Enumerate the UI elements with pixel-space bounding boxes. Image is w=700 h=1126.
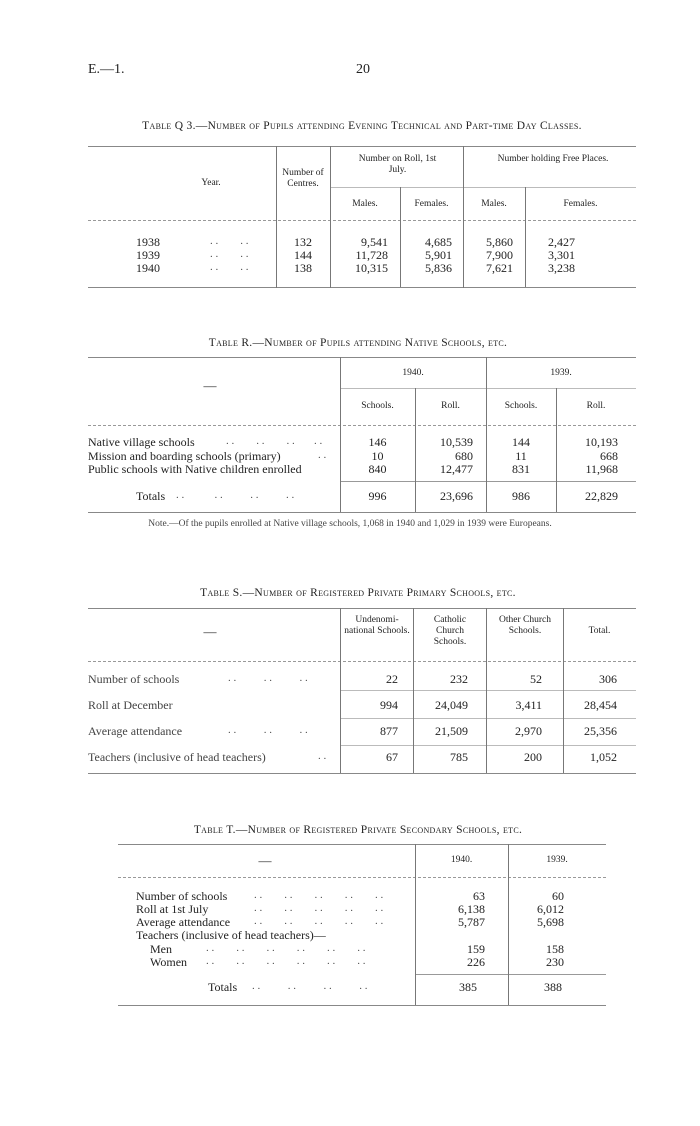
- year-cell: 1940: [136, 261, 160, 275]
- col-year-header: Year.: [201, 178, 221, 188]
- free-females-cell: 2,427: [548, 235, 575, 249]
- other-church-cell: 200: [524, 750, 542, 764]
- roll-1939-total: 22,829: [585, 489, 618, 503]
- row-label: Average attendance: [88, 724, 183, 738]
- year-1940-header: 1940.: [450, 855, 473, 865]
- dash-header: —: [258, 853, 272, 868]
- col-males-header: Males.: [352, 199, 378, 209]
- totals-label: Totals: [136, 489, 166, 503]
- value-1940-cell: 226: [467, 955, 485, 969]
- row-label: Mission and boarding schools (primary): [88, 449, 281, 463]
- roll-males-cell: 9,541: [361, 235, 388, 249]
- col-catholic-header: Catholic Church Schools.: [433, 615, 467, 647]
- total-1939-cell: 388: [544, 980, 562, 994]
- value-1939-cell: 230: [546, 955, 564, 969]
- roll-1940-total: 23,696: [440, 489, 473, 503]
- value-1940-cell: 5,787: [458, 915, 485, 929]
- row-label: Men: [150, 942, 172, 956]
- total-cell: 306: [599, 672, 617, 686]
- roll-1940-cell: 10,539: [440, 435, 473, 449]
- row-label: Number of schools: [88, 672, 180, 686]
- undenominational-cell: 877: [380, 724, 398, 738]
- dash-header: —: [203, 624, 217, 639]
- year-cell: 1938: [136, 235, 160, 249]
- col-free-header: Number holding Free Places.: [497, 154, 609, 164]
- value-1940-cell: 159: [467, 942, 485, 956]
- col-roll-header: Number on Roll, 1st July.: [358, 154, 437, 175]
- centres-cell: 138: [294, 261, 312, 275]
- value-1939-cell: 60: [552, 889, 564, 903]
- other-church-cell: 52: [530, 672, 542, 686]
- total-cell: 28,454: [584, 698, 617, 712]
- catholic-cell: 232: [450, 672, 468, 686]
- row-label: Teachers (inclusive of head teachers)—: [136, 928, 326, 942]
- undenominational-cell: 994: [380, 698, 398, 712]
- roll-females-cell: 5,836: [425, 261, 452, 275]
- col-females-header: Females.: [563, 199, 598, 209]
- schools-1939-cell: 144: [512, 435, 530, 449]
- row-label: Average attendance: [136, 915, 231, 929]
- row-label: Number of schools: [136, 889, 228, 903]
- catholic-cell: 24,049: [435, 698, 468, 712]
- undenominational-cell: 22: [386, 672, 398, 686]
- value-1939-cell: 6,012: [537, 902, 564, 916]
- total-1940-cell: 385: [459, 980, 477, 994]
- col-total-header: Total.: [588, 626, 611, 636]
- totals-label: Totals: [208, 980, 238, 994]
- free-females-cell: 3,238: [548, 261, 575, 275]
- other-church-cell: 3,411: [515, 698, 542, 712]
- roll-1940-cell: 680: [455, 449, 473, 463]
- col-males-header: Males.: [481, 199, 507, 209]
- row-label: Public schools with Native children enrolled: [88, 462, 302, 476]
- row-label: Roll at 1st July: [136, 902, 209, 916]
- centres-cell: 132: [294, 235, 312, 249]
- value-1939-cell: 5,698: [537, 915, 564, 929]
- undenominational-cell: 67: [386, 750, 398, 764]
- free-males-cell: 7,621: [486, 261, 513, 275]
- schools-1940-cell: 10: [371, 449, 384, 463]
- year-cell: 1939: [136, 248, 160, 262]
- document-ref: E.—1.: [88, 62, 125, 77]
- dash-header: —: [203, 378, 217, 393]
- roll-females-cell: 4,685: [425, 235, 452, 249]
- catholic-cell: 785: [450, 750, 468, 764]
- roll-1939-cell: 668: [600, 449, 618, 463]
- row-label: Native village schools: [88, 435, 195, 449]
- schools-1939-cell: 11: [515, 449, 527, 463]
- row-label: Teachers (inclusive of head teachers): [88, 750, 266, 764]
- schools-1939-total: 986: [512, 489, 530, 503]
- roll-males-cell: 10,315: [355, 261, 388, 275]
- roll-females-cell: 5,901: [425, 248, 452, 262]
- free-males-cell: 5,860: [486, 235, 513, 249]
- schools-1940-cell: 146: [368, 435, 387, 449]
- roll-1940-cell: 12,477: [440, 462, 473, 476]
- table-t-title: Table T.—Number of Registered Private Secondary Schools, etc.: [193, 824, 523, 836]
- col-schools-header: Schools.: [504, 401, 538, 411]
- schools-1940-cell: 840: [368, 462, 387, 476]
- col-roll-header: Roll.: [586, 401, 606, 411]
- roll-1939-cell: 10,193: [585, 435, 618, 449]
- table-r-title: Table R.—Number of Pupils attending Native Schools, etc.: [208, 337, 508, 349]
- schools-1939-cell: 831: [512, 462, 530, 476]
- centres-cell: 144: [294, 248, 312, 262]
- value-1940-cell: 63: [473, 889, 485, 903]
- value-1940-cell: 6,138: [458, 902, 485, 916]
- total-cell: 25,356: [584, 724, 617, 738]
- roll-1939-cell: 11,968: [585, 462, 618, 476]
- table-q3-title: Table Q 3.—Number of Pupils attending Evening Technical and Part-time Day Classes.: [142, 120, 582, 132]
- page-number: 20: [356, 62, 370, 77]
- row-label: Women: [150, 955, 188, 969]
- year-1940-header: 1940.: [402, 368, 424, 378]
- total-cell: 1,052: [590, 750, 617, 764]
- free-males-cell: 7,900: [486, 248, 513, 262]
- col-centres-header: Number of Centres.: [282, 168, 324, 189]
- table-r-note: Note.—Of the pupils enrolled at Native village schools, 1,068 in 1940 and 1,029 in 1939 were Europeans.: [148, 519, 552, 529]
- row-label: Roll at December: [88, 698, 173, 712]
- value-1939-cell: 158: [546, 942, 564, 956]
- catholic-cell: 21,509: [435, 724, 468, 738]
- other-church-cell: 2,970: [515, 724, 542, 738]
- table-s-title: Table S.—Number of Registered Private Primary Schools, etc.: [200, 587, 516, 599]
- col-females-header: Females.: [414, 199, 449, 209]
- year-1939-header: 1939.: [550, 368, 572, 378]
- free-females-cell: 3,301: [548, 248, 575, 262]
- year-1939-header: 1939.: [546, 855, 568, 865]
- col-roll-header: Roll.: [441, 401, 460, 411]
- col-other-church-header: Other Church Schools.: [499, 615, 551, 636]
- roll-males-cell: 11,728: [355, 248, 388, 262]
- col-undenominational-header: Undenomi-national Schools.: [344, 615, 410, 636]
- schools-1940-total: 996: [368, 489, 387, 503]
- col-schools-header: Schools.: [361, 401, 394, 411]
